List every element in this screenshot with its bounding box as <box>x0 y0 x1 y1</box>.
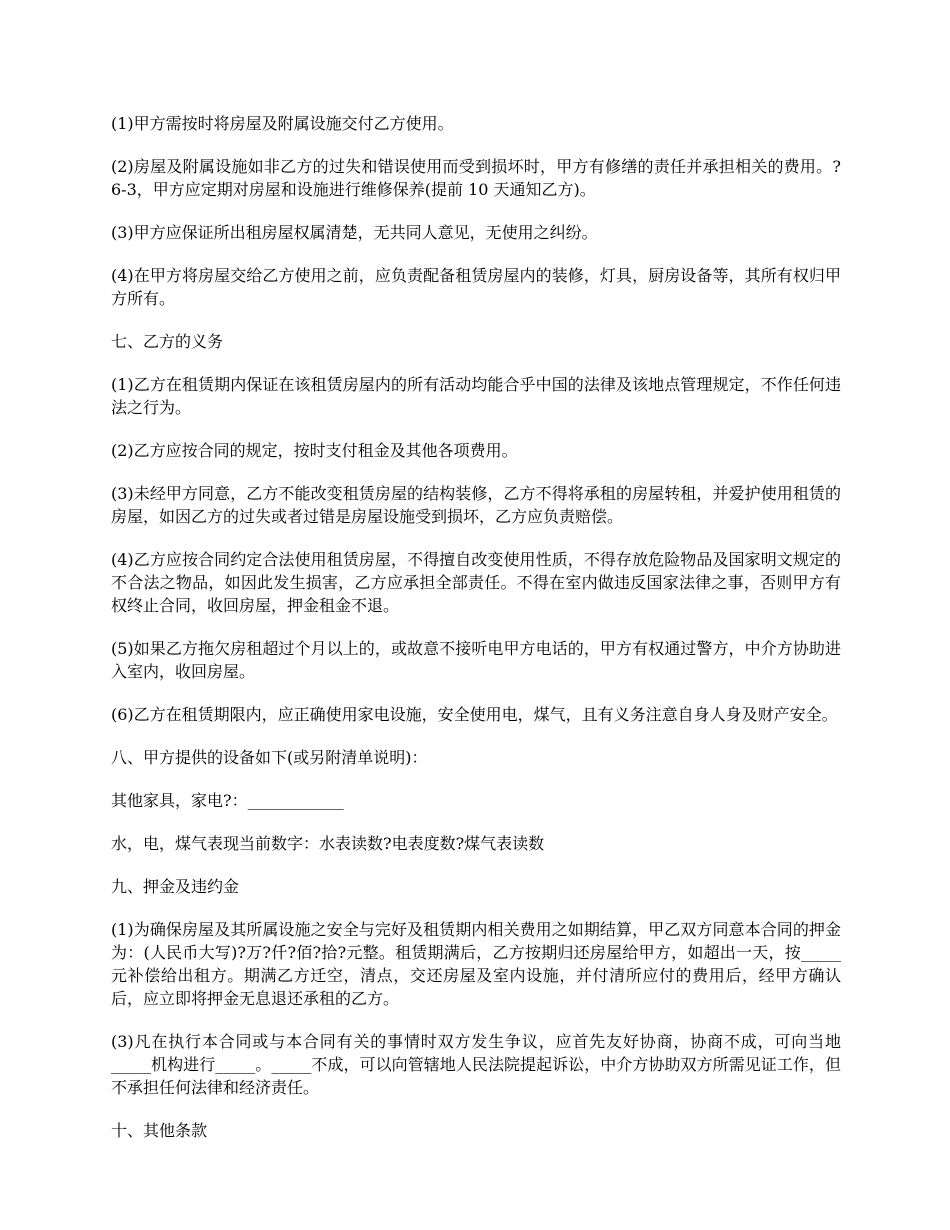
paragraph-landlord-duty-4: (4)在甲方将房屋交给乙方使用之前，应负责配备租赁房屋内的装修，灯具，厨房设备等，其所有权归甲方所有。 <box>111 266 841 308</box>
paragraph-meter-readings: 水，电，煤气表现当前数字：水表读数?电表度数?煤气表读数 <box>111 834 545 853</box>
paragraph-tenant-duty-1: (1)乙方在租赁期内保证在该租赁房屋内的所有活动均能合乎中国的法律及该地点管理规定，不作任何违法之行为。 <box>111 375 841 417</box>
paragraph-landlord-duty-2: (2)房屋及附属设施如非乙方的过失和错误使用而受到损坏时，甲方有修缮的责任并承担相关的费用。?6-3，甲方应定期对房屋和设施进行维修保养(提前 10 天通知乙方)。 <box>111 157 841 199</box>
section-heading-deposit: 九、押金及违约金 <box>111 877 240 896</box>
section-heading-equipment: 八、甲方提供的设备如下(或另附清单说明)： <box>111 748 428 767</box>
paragraph-deposit-1: (1)为确保房屋及其所属设施之安全与完好及租赁期内相关费用之如期结算，甲乙双方同意本合同的押金为：(人民币大写)?万?仟?佰?拾?元整。租赁期满后，乙方按期归还房屋给甲方，如超出一天，按_____元补偿给出租方。期满乙方迁空，清点，交还房屋及室内设施，并付清所应付的费用后，经甲方确认后，应立即将押金无息退还承租的乙方。 <box>111 920 841 1008</box>
paragraph-tenant-duty-3: (3)未经甲方同意，乙方不能改变租赁房屋的结构装修，乙方不得将承租的房屋转租，并爱护使用租赁的房屋，如因乙方的过失或者过错是房屋设施受到损坏，乙方应负责赔偿。 <box>111 484 841 526</box>
section-heading-other-terms: 十、其他条款 <box>111 1121 208 1140</box>
paragraph-tenant-duty-4: (4)乙方应按合同约定合法使用租赁房屋，不得擅自改变使用性质，不得存放危险物品及国家明文规定的不合法之物品，如因此发生损害，乙方应承担全部责任。不得在室内做违反国家法律之事，否则甲方有权终止合同，收回房屋，押金租金不退。 <box>111 550 841 615</box>
paragraph-landlord-duty-3: (3)甲方应保证所出租房屋权属清楚，无共同人意见，无使用之纠纷。 <box>111 223 598 242</box>
document-page <box>111 112 841 1162</box>
paragraph-tenant-duty-6: (6)乙方在租赁期限内，应正确使用家电设施，安全使用电，煤气，且有义务注意自身人身及财产安全。 <box>111 705 838 724</box>
section-heading-tenant-duties: 七、乙方的义务 <box>111 332 224 351</box>
paragraph-tenant-duty-2: (2)乙方应按合同的规定，按时支付租金及其他各项费用。 <box>111 441 518 460</box>
paragraph-furniture-appliances: 其他家具，家电?：____________ <box>111 791 344 810</box>
paragraph-deposit-3: (3)凡在执行本合同或与本合同有关的事情时双方发生争议，应首先友好协商，协商不成，可向当地_____机构进行_____。_____不成，可以向管辖地人民法院提起诉讼，中介方协助双方所需见证工作，但不承担任何法律和经济责任。 <box>111 1032 841 1097</box>
paragraph-tenant-duty-5: (5)如果乙方拖欠房租超过个月以上的，或故意不接听电甲方电话的，甲方有权通过警方，中介方协助进入室内，收回房屋。 <box>111 639 841 681</box>
paragraph-landlord-duty-1: (1)甲方需按时将房屋及附属设施交付乙方使用。 <box>111 114 454 133</box>
